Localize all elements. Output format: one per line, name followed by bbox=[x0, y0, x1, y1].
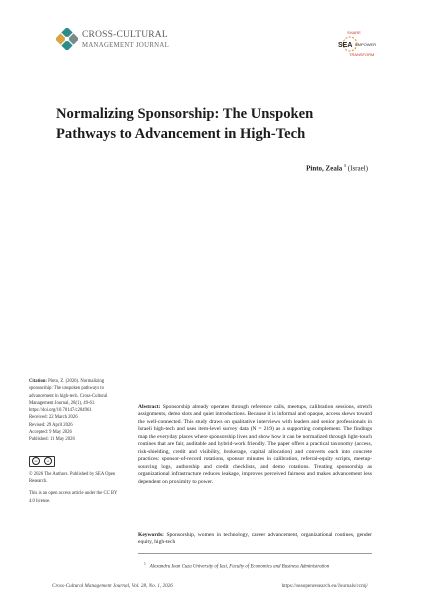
publisher-logo-word-2: EMPOWER bbox=[355, 42, 376, 47]
cc-icon: cc bbox=[32, 457, 40, 465]
author-name: Pinto, Zeala bbox=[306, 164, 343, 173]
author-country: (Israel) bbox=[347, 164, 368, 173]
footnote-divider bbox=[138, 553, 372, 554]
keywords bbox=[138, 532, 372, 547]
journal-name-line1: CROSS-CULTURAL bbox=[82, 30, 168, 40]
article-info-sidebar bbox=[29, 378, 119, 505]
cc-license-badge[interactable] bbox=[29, 456, 53, 466]
publisher-logo-icon bbox=[332, 28, 376, 64]
abstract bbox=[138, 404, 372, 486]
keywords-label: Keywords: bbox=[138, 532, 164, 538]
author-affiliation-mark: 1 bbox=[344, 163, 347, 168]
publisher-logo-word-3: TRANSFORM bbox=[349, 52, 375, 57]
citation-block bbox=[29, 378, 119, 414]
footer-journal-url[interactable]: https://seaopenresearch.eu/Journals/ccmj/ bbox=[281, 583, 368, 589]
abstract-label: Abstract: bbox=[138, 404, 161, 410]
date-revised: Revised: 29 April 2026 bbox=[29, 422, 73, 428]
affiliation-footnote bbox=[144, 562, 329, 570]
article-title: Normalizing Sponsorship: The Unspoken Pathways to Advancement in High-Tech bbox=[56, 106, 314, 142]
copyright-note: © 2026 The Authors. Published by SEA Open Research. bbox=[29, 471, 116, 484]
journal-name bbox=[82, 31, 169, 49]
person-icon: ● bbox=[44, 457, 52, 465]
journal-name-line2: MANAGEMENT JOURNAL bbox=[82, 41, 170, 49]
footnote-text: Alexandru Ioan Cuza University of Iasi, Faculty of Economics and Business Administration bbox=[149, 564, 330, 570]
footer-journal-citation: Cross-Cultural Management Journal, Vol. 28, No. 1, 2026 bbox=[52, 583, 173, 589]
date-accepted: Accepted: 9 May 2026 bbox=[29, 430, 72, 436]
author-line bbox=[306, 163, 368, 172]
publisher-logo-main: SEA bbox=[338, 42, 353, 49]
footnote-mark: 1 bbox=[144, 562, 146, 566]
citation-text: Pinto, Z. (2026). Normalizing sponsorship: The unspoken pathways to advancement in high-tech. Cross-Cultural Management Journal, 28(1), 49-61. https://doi.org/10.70147/c284961 bbox=[29, 379, 108, 414]
license-note: This is an open access article under the CC BY 4.0 license. bbox=[29, 491, 118, 504]
publisher-logo-word-1: SHARE bbox=[347, 30, 361, 35]
journal-logo-icon bbox=[56, 28, 78, 50]
keywords-text: Sponsorship, women in technology, career advancement, organizational routines, gender equity, high-tech bbox=[138, 532, 372, 546]
date-published: Published: 11 May 2026 bbox=[29, 437, 75, 443]
abstract-text: Sponsorship already operates through reference calls, meetups, calibration sessions, stretch assignments, demo slots and quiet introductions. Because it is informal and opaque, access skews toward the well-connected. This study draws on qualitative interviews with leaders and senior professionals in Israeli high-tech and uses item-level survey data (N = 219) as a supporting complement. The findings map the everyday places where sponsorship lives and show how it can be normalized through light-touch routines that are fair, auditable and hybrid-work friendly. The paper offers a practical taxonomy (access, risk-shielding, credit and visibility, brokerage, capital allocation) and converts each into concrete practices: sponsor-of-record rotations, sponsor minutes in calibration, referral-equity scripts, meetup-sourcing logs, authorship and credit checklists, and demo rotations. Treating sponsorship as organizational infrastructure reduces leakage, improves perceived fairness and makes advancement less dependent on proximity to power. bbox=[138, 404, 373, 485]
date-received: Received: 22 March 2026 bbox=[29, 415, 78, 421]
citation-label: Citation: bbox=[29, 379, 47, 384]
